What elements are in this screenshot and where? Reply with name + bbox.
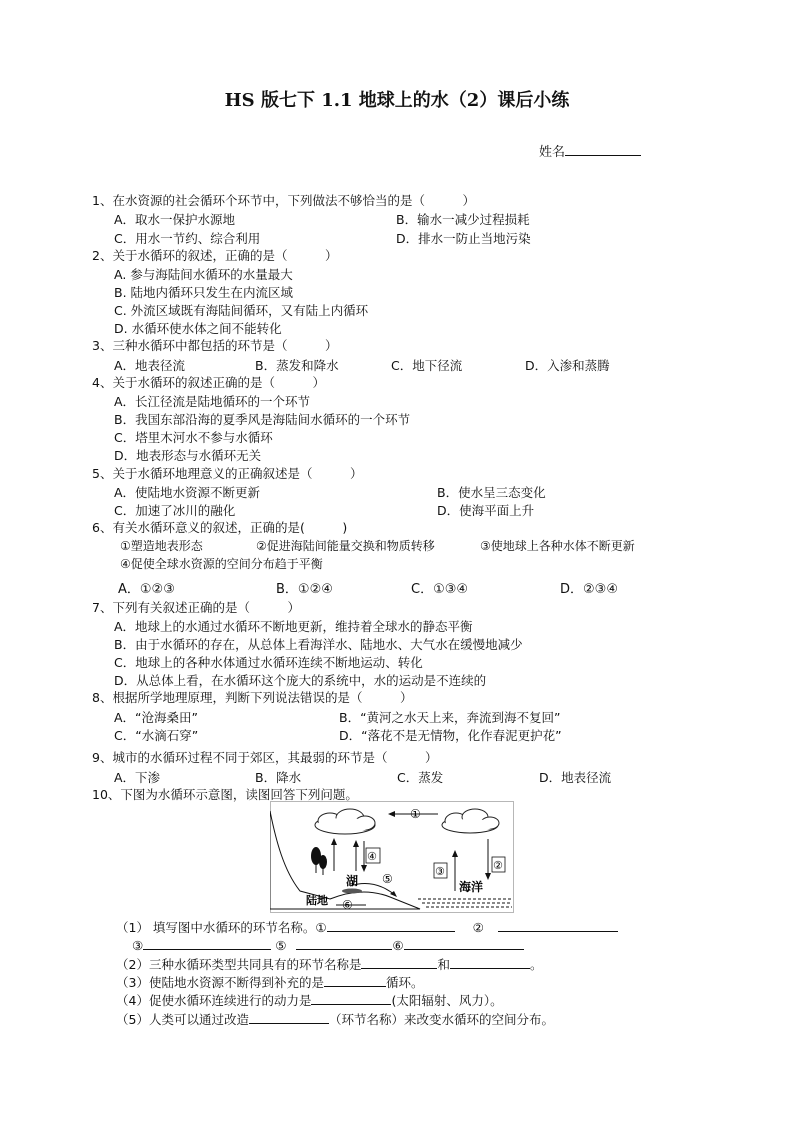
q9-stem: 9、城市的水循环过程不同于郊区，其最弱的环节是（ ） — [92, 750, 438, 765]
q2-option-d: D. 水循环使水体之间不能转化 — [114, 321, 282, 336]
q8-stem: 8、根据所学地理原理，判断下列说法错误的是（ ） — [92, 690, 413, 705]
name-label: 姓名 — [539, 145, 566, 160]
q7-option-c: C．地球上的各种水体通过水循环连续不断地运动、转化 — [114, 655, 423, 670]
q3-option-b: B．蒸发和降水 — [255, 358, 339, 373]
blank-1[interactable] — [327, 919, 455, 932]
name-field[interactable] — [539, 141, 641, 160]
q8-option-d: D．“落花不是无情物，化作春泥更护花” — [339, 728, 562, 743]
blank-3[interactable] — [143, 937, 271, 950]
q10-sub-2-and: 和 — [437, 957, 450, 972]
q2-option-c: C. 外流区域既有海陆间循环，又有陆上内循环 — [114, 303, 369, 318]
q6-item-1: ①塑造地表形态 — [120, 539, 203, 553]
q10-sub-1b — [132, 937, 524, 954]
diagram-ocean-label: 海洋 — [459, 880, 484, 894]
q1-option-a: A．取水一保护水源地 — [114, 212, 236, 227]
q1-option-b: B．输水一减少过程损耗 — [396, 212, 530, 227]
q4-option-d: D．地表形态与水循环无关 — [114, 448, 262, 463]
diagram-label-5: ⑤ — [382, 872, 393, 886]
q6-option-a: A．①②③ — [118, 582, 175, 597]
q3-option-a: A．地表径流 — [114, 358, 186, 373]
q10-sub-1-label-3: ③ — [132, 938, 144, 953]
q7-option-a: A．地球上的水通过水循环不断地更新，维持着全球水的静态平衡 — [114, 619, 473, 634]
q3-stem: 3、三种水循环中都包括的环节是（ ） — [92, 338, 338, 353]
q3-option-d: D．入渗和蒸腾 — [525, 358, 610, 373]
q6-stem: 6、有关水循环意义的叙述，正确的是( ) — [92, 520, 348, 535]
q5-option-d: D．使海平面上升 — [437, 503, 535, 518]
water-cycle-diagram — [270, 801, 514, 913]
blank-2[interactable] — [498, 919, 618, 932]
q10-stem: 10、下图为水循环示意图，读图回答下列问题。 — [92, 787, 358, 802]
q4-option-b: B．我国东部沿海的夏季风是海陆间水循环的一个环节 — [114, 412, 411, 427]
q10-sub-1-label: （1） 填写图中水循环的环节名称。① — [116, 920, 327, 935]
land-cloud-icon — [315, 809, 375, 834]
q6-option-d: D．②③④ — [560, 582, 618, 597]
q10-sub-1-label-5: ⑤ — [275, 938, 287, 953]
q10-sub-2-end: 。 — [529, 957, 543, 972]
q10-sub-1-label-6: ⑥ — [392, 938, 404, 953]
q6-option-c: C．①③④ — [411, 582, 469, 597]
blank-9[interactable] — [324, 974, 386, 987]
q10-sub-1-label-2: ② — [472, 920, 484, 935]
q4-stem: 4、关于水循环的叙述正确的是（ ） — [92, 375, 325, 390]
q1-option-c: C．用水一节约、综合利用 — [114, 231, 261, 246]
blank-6[interactable] — [404, 937, 524, 950]
q2-stem: 2、关于水循环的叙述，正确的是（ ） — [92, 248, 338, 263]
q1-option-d: D．排水一防止当地污染 — [396, 231, 531, 246]
q10-sub-4 — [116, 992, 503, 1009]
q9-option-b: B．降水 — [255, 770, 302, 785]
q10-sub-5-end: （环节名称）来改变水循环的空间分布。 — [328, 1012, 554, 1027]
q10-sub-3-end: 循环。 — [385, 975, 424, 990]
q9-option-c: C．蒸发 — [397, 770, 444, 785]
diagram-label-6: ⑥ — [342, 898, 353, 912]
q10-sub-5-label: （5）人类可以通过改造 — [116, 1012, 249, 1027]
q7-option-b: B．由于水循环的存在，从总体上看海洋水、陆地水、大气水在缓慢地减少 — [114, 637, 523, 652]
q10-sub-3-label: （3）使陆地水资源不断得到补充的是 — [116, 975, 324, 990]
diagram-label-4: ④ — [367, 850, 377, 863]
q10-sub-4-end: (太阳辐射、风力）。 — [391, 993, 503, 1008]
blank-8[interactable] — [450, 956, 530, 969]
q7-stem: 7、下列有关叙述正确的是（ ） — [92, 600, 300, 615]
diagram-label-2: ② — [493, 859, 503, 872]
q5-option-b: B．使水呈三态变化 — [437, 485, 546, 500]
q1-stem: 1、在水资源的社会循环个环节中，下列做法不够恰当的是（ ） — [92, 193, 475, 208]
q6-item-4: ④促使全球水资源的空间分布趋于平衡 — [120, 557, 323, 571]
ocean-cloud-icon — [442, 809, 499, 833]
page-title: HS 版七下 1.1 地球上的水（2）课后小练 — [224, 90, 570, 111]
diagram-land-label: 陆地 — [306, 894, 328, 907]
q7-option-d: D．从总体上看，在水循环这个庞大的系统中，水的运动是不连续的 — [114, 673, 487, 688]
name-blank[interactable] — [565, 143, 641, 156]
q9-option-d: D．地表径流 — [539, 770, 612, 785]
q3-option-c: C．地下径流 — [391, 358, 463, 373]
diagram-lake-label: 湖 — [346, 874, 359, 888]
blank-11[interactable] — [249, 1011, 329, 1024]
q5-stem: 5、关于水循环地理意义的正确叙述是（ ） — [92, 466, 363, 481]
blank-5[interactable] — [296, 937, 392, 950]
q10-sub-5 — [116, 1011, 554, 1028]
q6-item-2: ②促进海陆间能量交换和物质转移 — [256, 539, 435, 553]
q6-item-3: ③使地球上各种水体不断更新 — [480, 539, 635, 553]
q10-sub-1 — [116, 919, 618, 936]
q2-option-a: A. 参与海陆间水循环的水量最大 — [114, 267, 293, 282]
q5-option-c: C．加速了冰川的融化 — [114, 503, 236, 518]
ocean-water — [418, 899, 512, 907]
q6-option-b: B．①②④ — [276, 582, 333, 597]
q10-sub-4-label: （4）促使水循环连续进行的动力是 — [116, 993, 312, 1008]
diagram-label-1: ① — [410, 807, 421, 821]
blank-10[interactable] — [311, 992, 391, 1005]
q4-option-c: C．塔里木河水不参与水循环 — [114, 430, 273, 445]
q5-option-a: A．使陆地水资源不断更新 — [114, 485, 261, 500]
diagram-label-3: ③ — [435, 865, 445, 878]
q4-option-a: A．长江径流是陆地循环的一个环节 — [114, 394, 311, 409]
q8-option-c: C．“水滴石穿” — [114, 728, 199, 743]
blank-7[interactable] — [361, 956, 437, 969]
q8-option-a: A．“沧海桑田” — [114, 710, 199, 725]
q2-option-b: B. 陆地内循环只发生在内流区域 — [114, 285, 294, 300]
q10-sub-3 — [116, 974, 423, 991]
q9-option-a: A．下渗 — [114, 770, 161, 785]
q8-option-b: B．“黄河之水天上来，奔流到海不复回” — [339, 710, 561, 725]
q10-sub-2-label: （2）三种水循环类型共同具有的环节名称是 — [116, 957, 362, 972]
tree-icon — [311, 847, 327, 875]
q10-sub-2 — [116, 956, 543, 973]
